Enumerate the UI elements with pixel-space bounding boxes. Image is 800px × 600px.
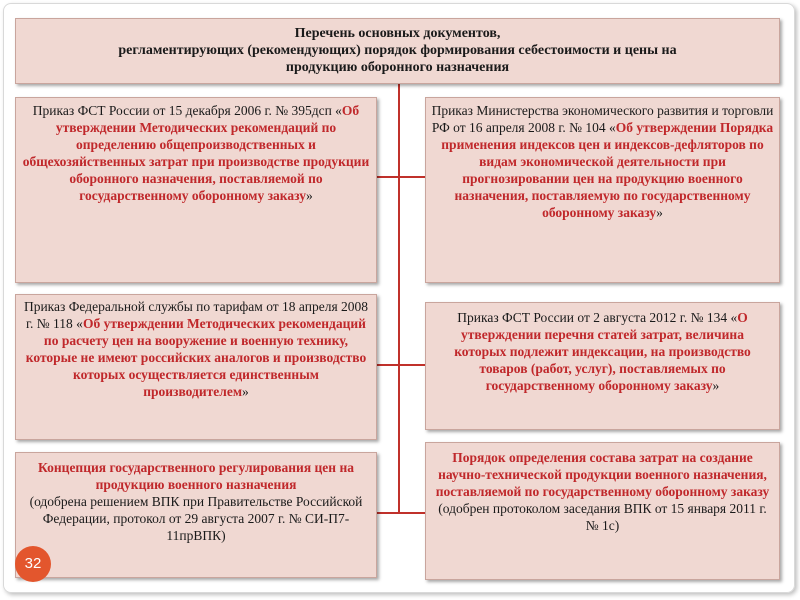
slide-number-badge: 32 <box>15 546 51 582</box>
document-box-concept <box>15 452 377 578</box>
document-suffix: » <box>242 384 249 399</box>
document-box-fst-2008 <box>15 294 377 440</box>
document-prefix: Приказ ФСТ России от 2 августа 2012 г. № 134 « <box>457 310 738 325</box>
document-box-fst-2006 <box>15 97 377 283</box>
header-line-2: регламентирующих (рекомендующих) порядок формирования себестоимости и цены на <box>118 43 677 58</box>
header-line-1: Перечень основных документов, <box>294 26 501 41</box>
header-box <box>15 18 780 84</box>
document-note: (одобрена решением ВПК при Правительстве Российской Федерации, протокол от 29 августа 2007 г. № СИ-П7-11прВПК) <box>29 494 363 543</box>
connector-left-1 <box>377 176 399 178</box>
connector-right-1 <box>399 176 425 178</box>
document-box-minec-2008 <box>425 97 780 283</box>
document-title: Об утверждении Методических рекомендаций по расчету цен на вооружение и военную технику, которые не имеют российских аналогов и производство которых осуществляется единственным производителем <box>25 316 367 399</box>
document-title: Концепция государственного регулирования цен на продукцию военного назначения <box>38 460 354 492</box>
document-title: Об утверждении Порядка применения индексов цен и индексов-дефляторов по видам экономической деятельности при прогнозировании цен на продукцию военного назначения, поставляемую по государственному оборонному заказу <box>441 120 774 220</box>
document-box-fst-2012 <box>425 302 780 430</box>
connector-right-3 <box>399 512 425 514</box>
connector-vertical <box>398 84 400 514</box>
document-prefix: Приказ Федеральной службы по тарифам от 18 апреля 2008 г. № 118 « <box>23 299 369 331</box>
connector-left-3 <box>377 512 399 514</box>
header-line-3: продукцию оборонного назначения <box>285 60 510 75</box>
document-suffix: » <box>305 188 313 203</box>
document-note: (одобрен протоколом заседания ВПК от 15 января 2011 г. № 1с) <box>438 501 767 533</box>
document-prefix: Приказ Министерства экономического развития и торговли РФ от 16 апреля 2008 г. № 104 « <box>431 103 774 135</box>
document-box-procedure <box>425 442 780 580</box>
connector-right-2 <box>399 364 425 366</box>
document-suffix: » <box>712 378 720 393</box>
document-suffix: » <box>656 205 663 220</box>
document-title: О утверждении перечня статей затрат, величина которых подлежит индексации, на производство товаров (работ, услуг), поставляемых по государственному оборонному заказу <box>454 310 751 393</box>
connector-left-2 <box>377 364 399 366</box>
document-title: Об утверждении Методических рекомендаций по определению общепроизводственных и общехозяйственных затрат при производстве продукции оборонного назначения, поставляемой по государственному оборонному заказу <box>22 103 370 203</box>
document-title: Порядок определения состава затрат на создание научно-технической продукции военного назначения, поставляемой по государственному оборонному заказу <box>435 450 770 499</box>
document-prefix: Приказ ФСТ России от 15 декабря 2006 г. № 395дсп « <box>32 103 342 118</box>
